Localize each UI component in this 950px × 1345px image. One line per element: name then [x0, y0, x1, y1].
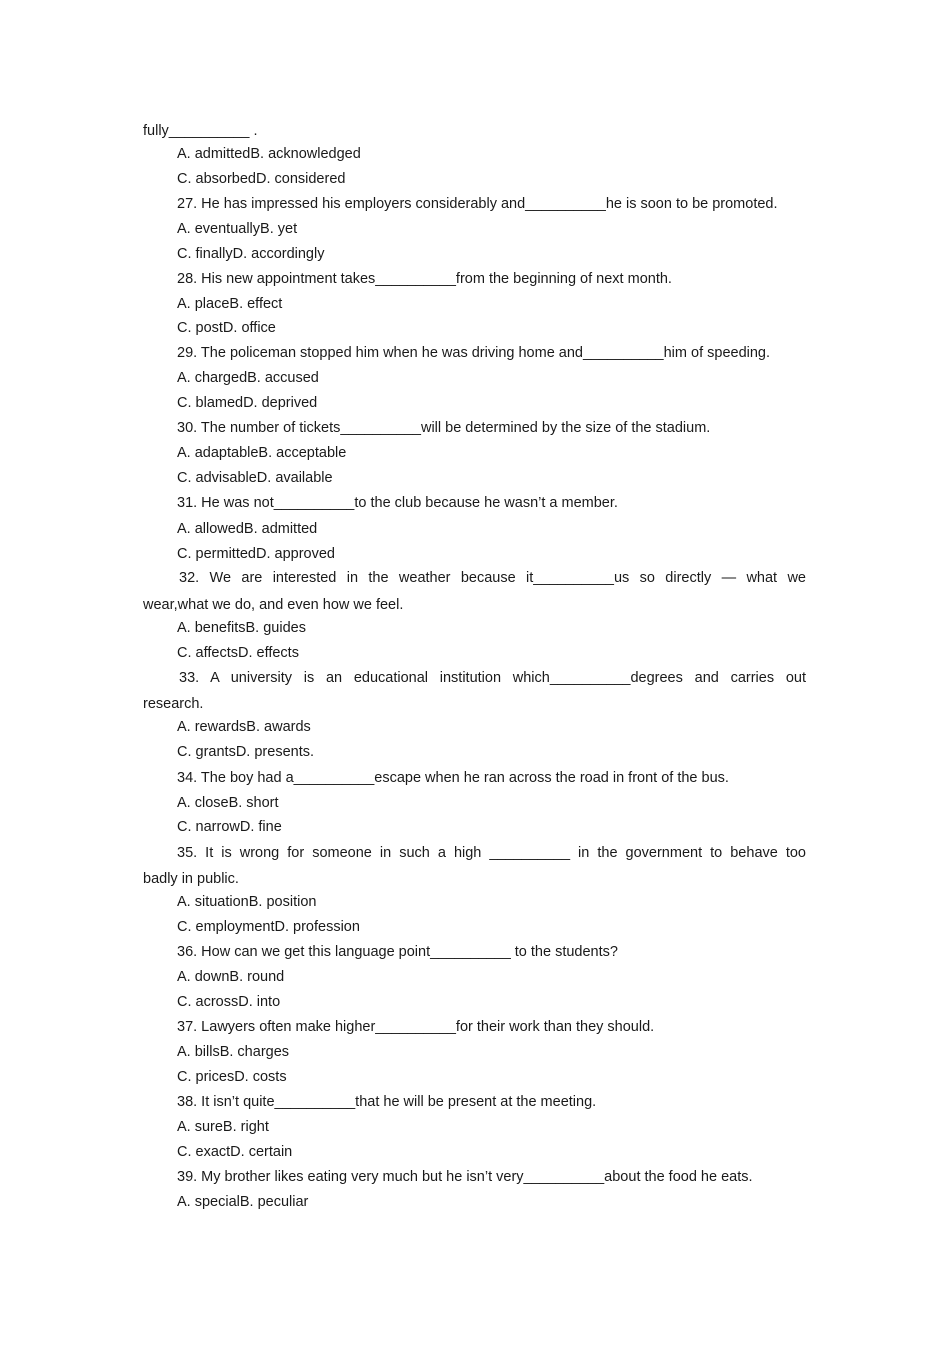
option-line: A. chargedB. accused — [177, 370, 319, 386]
question-33: 33. A university is an educational institution which__________degrees and carries out — [179, 670, 806, 686]
question-36: 36. How can we get this language point__________ to the students? — [177, 944, 618, 960]
question-32-continued: wear,what we do, and even how we feel. — [143, 597, 404, 613]
option-line: C. blamedD. deprived — [177, 395, 318, 411]
question-28: 28. His new appointment takes__________from the beginning of next month. — [177, 271, 672, 287]
question-32: 32. We are interested in the weather because it__________us so directly — what we — [179, 570, 806, 586]
option-line: A. benefitsB. guides — [177, 620, 306, 636]
option-line: A. adaptableB. acceptable — [177, 445, 347, 461]
text-line: fully__________ . — [143, 123, 258, 139]
question-35-continued: badly in public. — [143, 871, 239, 887]
question-30: 30. The number of tickets__________will be determined by the size of the stadium. — [177, 420, 711, 436]
option-line: A. closeB. short — [177, 795, 279, 811]
option-line: C. affectsD. effects — [177, 645, 299, 661]
option-line: C. employmentD. profession — [177, 919, 360, 935]
option-line: A. downB. round — [177, 969, 285, 985]
option-line: A. situationB. position — [177, 894, 317, 910]
option-line: C. exactD. certain — [177, 1144, 293, 1160]
question-31: 31. He was not__________to the club because he wasn’t a member. — [177, 495, 618, 511]
option-line: C. absorbedD. considered — [177, 171, 346, 187]
option-line: A. rewardsB. awards — [177, 719, 311, 735]
option-line: A. allowedB. admitted — [177, 521, 318, 537]
option-line: C. acrossD. into — [177, 994, 281, 1010]
option-line: C. permittedD. approved — [177, 546, 335, 562]
option-line: C. grantsD. presents. — [177, 744, 314, 760]
question-38: 38. It isn’t quite__________that he will be present at the meeting. — [177, 1094, 597, 1110]
question-33-continued: research. — [143, 696, 204, 712]
option-line: A. billsB. charges — [177, 1044, 290, 1060]
option-line: A. placeB. effect — [177, 296, 283, 312]
question-39: 39. My brother likes eating very much but he isn’t very__________about the food he eats. — [177, 1169, 753, 1185]
option-line: C. postD. office — [177, 320, 276, 336]
option-line: A. eventuallyB. yet — [177, 221, 298, 237]
question-37: 37. Lawyers often make higher__________for their work than they should. — [177, 1019, 655, 1035]
option-line: C. finallyD. accordingly — [177, 246, 325, 262]
option-line: C. advisableD. available — [177, 470, 333, 486]
option-line: C. narrowD. fine — [177, 819, 282, 835]
option-line: C. pricesD. costs — [177, 1069, 287, 1085]
option-line: A. sureB. right — [177, 1119, 269, 1135]
option-line: A. specialB. peculiar — [177, 1194, 309, 1210]
question-27: 27. He has impressed his employers considerably and__________he is soon to be promoted. — [177, 196, 778, 212]
option-line: A. admittedB. acknowledged — [177, 146, 361, 162]
question-35: 35. It is wrong for someone in such a high __________ in the government to behave too — [177, 845, 806, 861]
question-29: 29. The policeman stopped him when he was driving home and__________him of speeding. — [177, 345, 771, 361]
question-34: 34. The boy had a__________escape when he ran across the road in front of the bus. — [177, 770, 729, 786]
